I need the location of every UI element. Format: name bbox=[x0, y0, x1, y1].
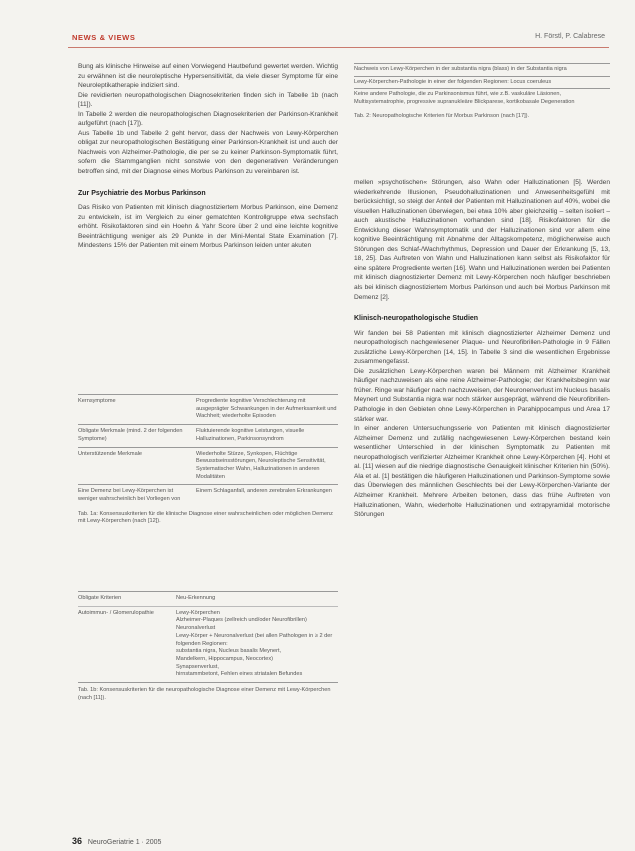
table-row bbox=[78, 484, 338, 506]
journal-name: NeuroGeriatrie 1 · 2005 bbox=[87, 839, 162, 846]
table-row bbox=[78, 447, 338, 485]
paragraph: Das Risiko von Patienten mit klinisch diagnostiziertem Morbus Parkinson, eine Demenz zu entwickeln, ist im Vergleich zu einer gematchten Kontrollgruppe etwa sechsfach erhöht. Risikofaktoren sind ein Hoehn & Yahr Score über 2 und eine leichte kognitive Beeinträchtigung weniger als 29 Punkte in der Mini-Mental State Examination [7]. Mindestens 15% der Patienten mit einem Morbus Parkinson leiden unter akuten bbox=[78, 204, 338, 250]
table-cell: Progrediente kognitive Verschlechterung mit ausgeprägter Schwankungen in der Aufmerksamkeit und Wachheit; wiederholte Episoden bbox=[196, 398, 337, 420]
table-row: Lewy-Körperchen-Pathologie in einer der folgenden Regionen: Locus coeruleus bbox=[354, 76, 610, 89]
list-item: Alzheimer-Plaques (zellreich und/oder Neurofibrillen) bbox=[176, 617, 307, 624]
section-heading: Zur Psychiatrie des Morbus Parkinson bbox=[78, 189, 206, 197]
list-item: hirnstammbetont, Fehlen eines striatalen Befundes bbox=[176, 671, 303, 678]
list-item: Lewy-Körperchen bbox=[176, 609, 220, 616]
paragraph: Aus Tabelle 1b und Tabelle 2 geht hervor, dass der Nachweis von Lewy-Körperchen obligat zur neuropathologischen Bestätigung einer Parkinson-Krankheit ist und auch der Nachweis von Alzheimer-Pathologie, die per se zu keiner Parkinson-Symptomatik führt, sofern die Stammganglien nicht sonstwie von den degenerativen Veränderungen betroffen sind, mit der Diagnose eines Morbus Parkinson zu vereinbaren ist. bbox=[78, 129, 338, 176]
paragraph: mellen »psychotischen« Störungen, also Wahn oder Halluzinationen [5]. Werden wiederkehrende Illusionen, Pseudohalluzinationen und Anwesenheitsgefühl mit berücksichtigt, so steigt der Anteil der Patienten mit Halluzinationen auf 40%, wobei die visuellen Halluzinationen überwiegen, bei etwa 10% aber gleichzeitig – selten isoliert – auch akustische Halluzinationen vorhanden sind [18]. Risikofaktoren für die Entwicklung dieser Wahnsymptomatik und der Halluzinationen sind vor allem eine kognitive Beeinträchtigung mit Abnahme der Alltagskompetenz, möglicherweise auch Störungen des Schlaf-/Wachrhythmus, Depression und Dauer der Erkrankung [5, 13, 18, 25]. Das Auftreten von Wahn und Halluzinationen kann selbst als Risikofaktor für eine spätere Progrediente werten [16]. Wahn und Halluzinationen werden bei Patienten mit klinisch diagnostizierter Demenz mit Lewy-Körperchen noch häufiger beschrieben als bei klinisch diagnostiziertem Morbus Parkinson und auch bei Morbus Parkinson mit Demenz [2]. bbox=[354, 179, 610, 301]
table-header-row bbox=[78, 591, 338, 607]
table-row: Nachweis von Lewy-Körperchen in der substantia nigra (blass) in der Substantia nigra bbox=[354, 63, 610, 76]
table-cell: Einem Schlaganfall, anderen zerebralen Erkrankungen bbox=[196, 488, 332, 495]
table-cell: Autoimmun- / Glomerulopathie bbox=[78, 609, 154, 616]
table-2 bbox=[354, 63, 610, 121]
paragraph: In einer anderen Untersuchungsserie von Patienten mit klinisch diagnostizierter Alzheimer Demenz und zufällig nachgewiesenen Lewy-Körperchen bestand kein wesentlicher Unterschied in der klinischen Symptomatik zu Patienten mit neuropathologisch verifizierter Alzheimer Krankheit ohne Lewy-Körperchen [4]. Hohl et al. [11] wiesen auf die niedrige diagnostische Genauigkeit klinischer Kriterien hin (50%). Ala et al. [1] bestätigen die häufigeren Halluzinationen und Parkinson-Symptome sowie das Überwiegen des männlichen Geschlechts bei der Lewy-Körperchen-Variante der Alzheimer Krankheit. Mehrere Arbeiten betonen, dass das frühe Auftreten von Halluzinationen, Wahn, wiederholte Halluzinationen und extrapyramidal motorische Störungen bbox=[354, 425, 610, 519]
table-cell: Wiederholte Stürze, Synkopen, Flüchtige Bewusstseinsstörungen, Neuroleptische Sensitivität, Systematischer Wahn, Halluzinationen in anderen Modalitäten bbox=[196, 450, 326, 480]
list-item: Lewy-Körper + Neuronalverlust (bei allen Pathologen in ≥ 2 der folgenden Regionen: bbox=[176, 632, 333, 647]
table-caption: Tab. 1a: Konsensuskriterien für die klinische Diagnose einer wahrscheinlichen oder möglichen Demenz mit Lewy-Körperchen (nach [12]). bbox=[78, 510, 333, 525]
table-1b bbox=[78, 591, 338, 702]
right-column bbox=[354, 178, 610, 520]
table-caption: Tab. 2: Neuropathologische Kriterien für Morbus Parkinson (nach [17]). bbox=[354, 112, 530, 119]
table-cell: Obligate Kriterien bbox=[78, 595, 122, 601]
table-cell: Kernsymptome bbox=[78, 398, 116, 404]
paragraph: Die zusätzlichen Lewy-Körperchen waren bei Männern mit Alzheimer Krankheit häufiger nachzuweisen als eine reine Alzheimer-Pathologie; der Krankheitsbeginn war früher. Ringe war häufiger nach nachzuweisen, der Neuronenverlust im Nucleus basalis Meynert und Substantia nigra war noch stärker ausgeprägt, während die Neurofibrillen-Pathologie in den Gebieten ohne Lewy-Körperchen in Parahippocampus und Area 17 stärker war. bbox=[354, 367, 610, 423]
paragraph: Wir fanden bei 58 Patienten mit klinisch diagnostizierter Alzheimer Demenz und neuropathologisch nachgewiesener Plaque- und Neurofibrillen-Pathologie in 9 Fällen zusätzliche Lewy-Körperchen [14, 15]. In Tabelle 3 sind die wesentlichen Ergebnisse zusammengefasst. bbox=[354, 329, 610, 366]
paragraph: In Tabelle 2 werden die neuropathologischen Diagnosekriterien der Parkinson-Krankheit aufgeführt (nach [17]). bbox=[78, 110, 338, 128]
table-caption: Tab. 1b: Konsensuskriterien für die neuropathologische Diagnose einer Demenz mit Lewy-Körperchen (nach [11]). bbox=[78, 687, 331, 701]
paragraph: Bung als klinische Hinweise auf einen Vorwiegend Hautbefund gewertet werden. Wichtig zu erwähnen ist die neuroleptische Hypersensitivität, da viele dieser Symptome für eine Neuroleptikatherapie indiziert sind. bbox=[78, 63, 338, 90]
table-header-row bbox=[78, 394, 338, 424]
list-item: Synapsenverlust, bbox=[176, 663, 219, 670]
table-1a bbox=[78, 394, 338, 526]
table-row: Keine andere Pathologie, die zu Parkinsonismus führt, wie z.B. vaskuläre Läsionen, Multisystematrophie, progressive supranukleäre Blickparese, kortikobasale Degeneration bbox=[354, 88, 610, 108]
list-item: Mandelkern, Hippocampus, Neocortex) bbox=[176, 655, 274, 662]
table-cell: Fluktuierende kognitive Leistungen, visuelle Halluzinationen, Parkinsonsyndrom bbox=[196, 428, 305, 442]
header-rule bbox=[68, 47, 609, 48]
table-cell-list bbox=[176, 610, 338, 679]
table-cell: Neu-Erkennung bbox=[176, 595, 216, 601]
table-row bbox=[78, 424, 338, 446]
page-footer bbox=[72, 836, 161, 846]
table-cell: Obligate Merkmale (mind. 2 der folgenden Symptome) bbox=[78, 428, 183, 442]
table-row bbox=[78, 607, 338, 683]
section-label: NEWS & VIEWS bbox=[72, 33, 136, 42]
table-cell: Unterstützende Merkmale bbox=[78, 450, 143, 457]
author-running-head: H. Förstl, P. Calabrese bbox=[535, 33, 605, 40]
table-cell: Eine Demenz bei Lewy-Körperchen ist weniger wahrscheinlich bei Vorliegen von bbox=[78, 488, 181, 503]
list-item: substantia nigra, Nucleus basalis Meynert, bbox=[176, 648, 282, 655]
list-item: Neuronalverlust bbox=[176, 625, 216, 632]
paragraph: Die revidierten neuropathologischen Diagnosekriterien finden sich in Tabelle 1b (nach [11]). bbox=[78, 91, 338, 109]
left-column bbox=[78, 62, 338, 251]
section-heading: Klinisch-neuropathologische Studien bbox=[354, 315, 479, 323]
page-number: 36 bbox=[72, 836, 83, 846]
